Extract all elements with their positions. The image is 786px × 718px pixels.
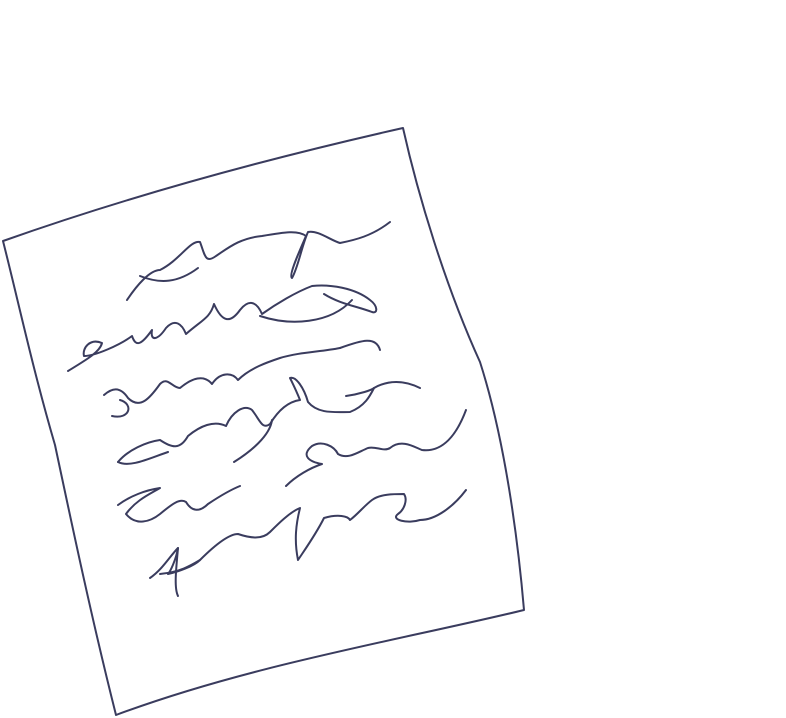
scribble-line-2b xyxy=(260,300,352,322)
scribble-line-3b xyxy=(112,400,128,417)
scribble-line-6 xyxy=(150,490,466,578)
scribble-line-5b xyxy=(286,410,466,486)
scribble-line-5 xyxy=(118,486,240,522)
scribble-line-3c xyxy=(340,341,380,350)
paper-sheet xyxy=(3,128,524,715)
scribble-line-4 xyxy=(118,378,420,462)
scribble-line-2 xyxy=(68,286,376,371)
scribble-line-1 xyxy=(127,222,390,300)
